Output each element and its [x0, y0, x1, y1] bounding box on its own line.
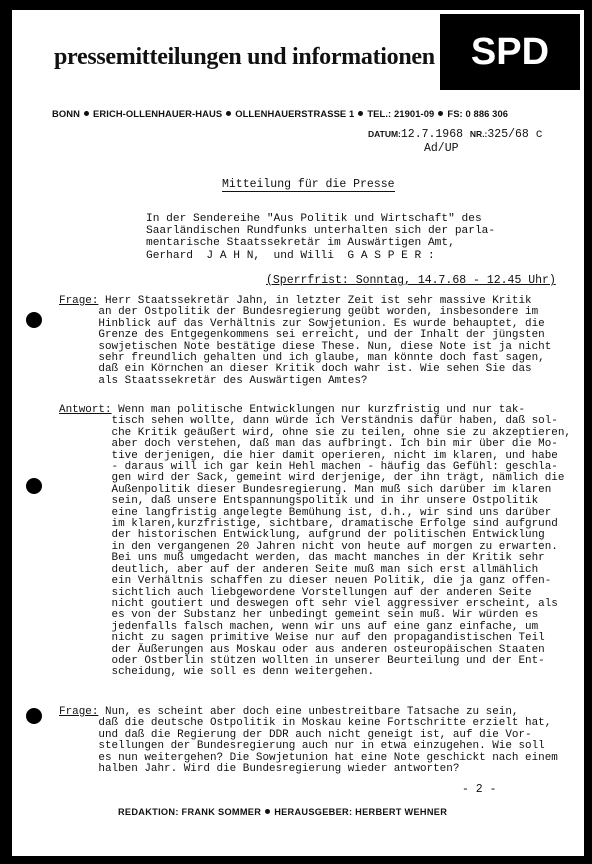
address-telex: FS: 0 886 306	[447, 108, 509, 119]
answer-label: Antwort:	[59, 404, 112, 416]
scan-edge-right	[584, 0, 592, 864]
date-number-line	[368, 128, 543, 141]
address-line	[52, 108, 592, 119]
footer-publisher: HERAUSGEBER: HERBERT WEHNER	[274, 807, 448, 817]
question-label: Frage:	[59, 295, 99, 307]
intro-text: In der Sendereihe "Aus Politik und Wirtschaft" des Saarländischen Rundfunks unterhalten sich der parla- mentarische Staatssekretär im Auswärtigen Amt, Gerhard J A H N, und Willi G A S P E R :	[146, 213, 496, 262]
spd-logo: SPD	[440, 14, 580, 90]
punch-hole-icon	[26, 312, 42, 328]
question-text: Herr Staatssekretär Jahn, in letzter Zeit ist sehr massive Kritik an der Ostpolitik der Bundesregierung geübt worden, insbesondere im Hinblick auf das Verhältnis zur Sowjetunion. Es wurde behauptet, die Grenze des Entgegenkommens sei erreicht, und der Inhalt der jüngsten sowjetischen Note bestätige diese These. Nun, diese Note ist ja nicht sehr freundlich gehalten und ich glaube, man könnte doch fast sagen, daß ein Körnchen an dieser Kritik doch wahr ist. Wie sehen Sie das als Staatssekretär des Auswärtigen Amtes?	[98, 295, 552, 387]
bullet-icon	[358, 111, 363, 116]
question-1	[59, 296, 583, 387]
date-label: DATUM:	[368, 129, 401, 139]
number-label: NR.:	[469, 129, 488, 139]
answer-1	[59, 405, 583, 679]
agency-code: Ad/UP	[424, 142, 459, 155]
address-building: ERICH-OLLENHAUER-HAUS	[93, 108, 223, 119]
footer-line	[118, 807, 447, 817]
embargo-text: (Sperrfrist: Sonntag, 14.7.68 - 12.45 Uhr)	[266, 274, 556, 287]
bullet-icon	[84, 111, 89, 116]
scan-edge-left	[0, 0, 12, 864]
question-2	[59, 707, 583, 775]
document-title-text: Mitteilung für die Presse	[222, 178, 395, 191]
page-number: - 2 -	[462, 783, 497, 796]
question-label: Frage:	[59, 706, 99, 718]
question-text: Nun, es scheint aber doch eine unbestreitbare Tatsache zu sein, daß die deutsche Ostpolitik in Moskau keine Fortschritte erzielt hat, und daß die Regierung der DDR auch nicht geneigt ist, auf die Vor- stellungen der Bundesregierung auch nur in etwa einzugehen. Wie soll es nun weitergehen? Die Sowjetunion hat eine Note geschickt nach einem halben Jahr. Wird die Bundesregierung wieder antworten?	[98, 706, 558, 776]
punch-hole-icon	[26, 478, 42, 494]
address-street: OLLENHAUERSTRASSE 1	[235, 108, 355, 119]
footer-editor: REDAKTION: FRANK SOMMER	[118, 807, 262, 817]
scan-edge-bottom	[0, 856, 592, 864]
address-phone: TEL.: 21901-09	[367, 108, 435, 119]
answer-text: Wenn man politische Entwicklungen nur kurzfristig und nur tak- tisch sehen wollte, dann würde ich Verständnis dafür haben, daß sol- che Kritik geäußert wird, ohne sie zu teilen, ohne sie zu akzeptieren, aber doch verstehen, daß man das aufbringt. Ich bin mir über die Mo- tive derjenigen, die hier damit operieren, nicht im klaren, und habe - daraus will ich gar kein Hehl machen - häufig das Gefühl: geschla- gen wird der Sack, gemeint wird derjenige, der ihn trägt, nämlich die Außenpolitik dieser Bundesregierung. Man muß sich darüber im klaren sein, daß unsere Entspannungspolitik und in ihr unsere Ostpolitik eine langfristig angelegte Bemühung ist, d.h., wir sind uns darüber im klaren,kurzfristige, sichtbare, dramatische Erfolge sind aufgrund der historischen Entwicklung, aufgrund der politischen Entwicklung in den vergangenen 20 Jahren nicht von heute auf morgen zu erwarten. Bei uns muß umgedacht werden, das macht manches in der Kritik sehr deutlich, aber auf der anderen Seite muß man sich erst allmählich ein Verhältnis schaffen zu dieser neuen Politik, die ja ganz offen- sichtlich auch liebgewordene Vorstellungen auf der anderen Seite nicht goutiert und deswegen oft sehr viel aggressiver erscheint, als es von der Substanz her unbedingt gemeint sein muß. Wir würden es jedenfalls falsch machen, wenn wir uns auf eine ganz einfache, um nicht zu sagen primitive Weise nur auf den propagandistischen Teil der Äußerungen aus Moskau oder aus anderen osteuropäischen Staaten oder Ostberlin stützen wollten in unserer Beurteilung und der Ent- scheidung, wie soll es denn weitergehen.	[111, 404, 571, 679]
punch-hole-icon	[26, 708, 42, 724]
masthead-title: pressemitteilungen und informationen	[54, 44, 435, 70]
document-title	[222, 178, 395, 191]
scan-edge-top	[0, 0, 592, 10]
number-value: 325/68 c	[487, 128, 543, 141]
bullet-icon	[265, 809, 270, 814]
bullet-icon	[438, 111, 443, 116]
bullet-icon	[226, 111, 231, 116]
address-city: BONN	[52, 108, 81, 119]
date-value: 12.7.1968	[400, 128, 464, 141]
embargo-line	[266, 274, 556, 287]
